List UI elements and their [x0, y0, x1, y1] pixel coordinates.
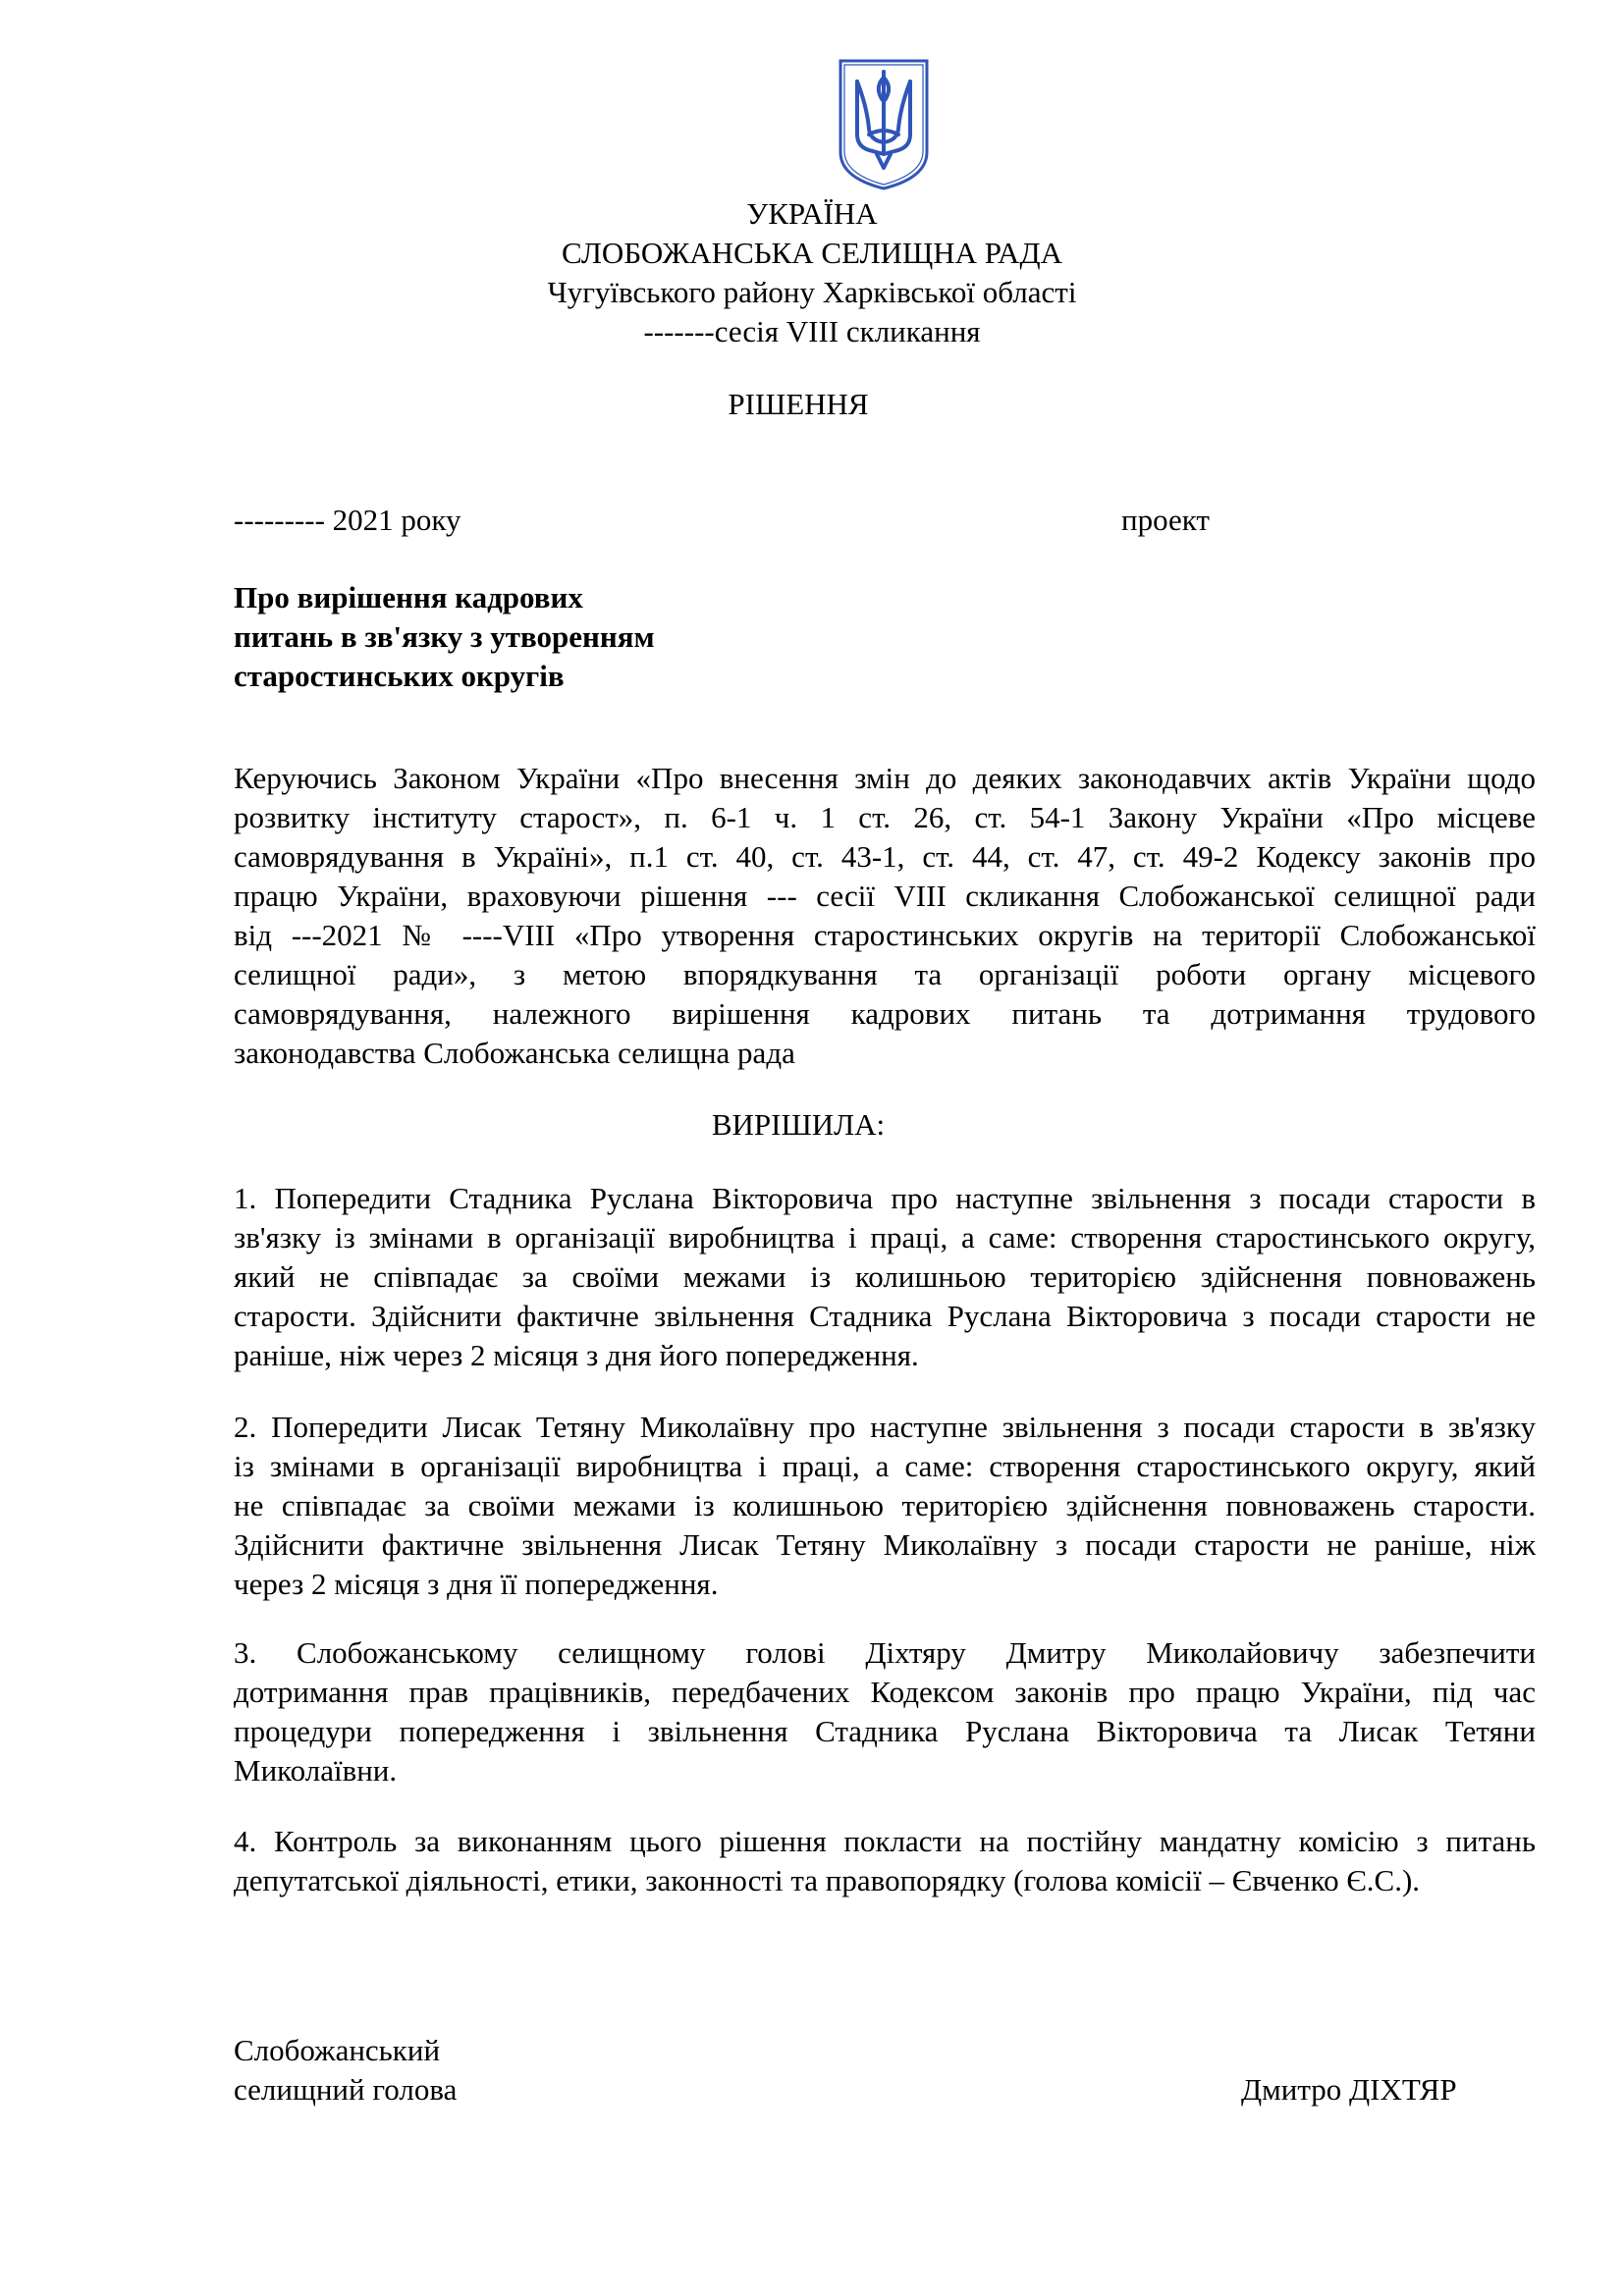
preamble-line: від ---2021 № ----VIII «Про утворення старостинських округів на території Слобожанської: [234, 918, 1536, 952]
preamble-line: законодавства Слобожанська селищна рада: [234, 1036, 795, 1070]
point-line: не співпадає за своїми межами із колишньою територією здійснення повноважень старости.: [234, 1488, 1536, 1522]
session-line: -------сесія VIII скликання: [643, 314, 981, 348]
signatory-title-line: селищний голова: [234, 2072, 458, 2107]
point-line: Миколаївни.: [234, 1753, 398, 1788]
decision-point-1: [234, 1179, 1536, 1375]
subject-heading: [234, 578, 655, 696]
country-name: УКРАЇНА: [746, 196, 878, 231]
coat-of-arms-icon: [838, 58, 930, 191]
document-date: --------- 2021 року: [234, 503, 461, 537]
point-line: який не співпадає за своїми межами із колишньою територією здійснення повноважень: [234, 1259, 1536, 1294]
preamble-line: Керуючись Законом України «Про внесення змін до деяких законодавчих актів України щодо: [234, 761, 1536, 795]
preamble-line: самоврядування в Україні», п.1 ст. 40, ст. 43-1, ст. 44, ст. 47, ст. 49-2 Кодексу законів про: [234, 839, 1536, 874]
point-line: через 2 місяця з дня її попередження.: [234, 1567, 719, 1601]
point-line: депутатської діяльності, етики, законності та правопорядку (голова комісії – Євченко Є.С.).: [234, 1863, 1421, 1897]
point-line: із змінами в організації виробництва і праці, а саме: створення старостинського округу, який: [234, 1449, 1536, 1483]
signatory-name: Дмитро ДІХТЯР: [1241, 2072, 1457, 2107]
point-line: 3. Слобожанському селищному голові Діхтяру Дмитру Миколайовичу забезпечити: [234, 1635, 1536, 1670]
preamble: [234, 759, 1536, 1073]
point-line: старости. Здійснити фактичне звільнення Стадника Руслана Вікторовича з посади старости не: [234, 1299, 1536, 1333]
decided-heading: ВИРІШИЛА:: [711, 1107, 886, 1142]
council-name: СЛОБОЖАНСЬКА СЕЛИЩНА РАДА: [562, 236, 1062, 270]
subject-line: старостинських округів: [234, 659, 565, 693]
decision-point-4: [234, 1822, 1536, 1900]
preamble-line: працю України, враховуючи рішення --- сесії VIII скликання Слобожанської селищної ради: [234, 879, 1536, 913]
document-type: РІШЕННЯ: [728, 387, 869, 421]
district-name: Чугуївського району Харківської області: [547, 275, 1077, 309]
point-line: 1. Попередити Стадника Руслана Вікторовича про наступне звільнення з посади старости в: [234, 1181, 1536, 1215]
point-line: 4. Контроль за виконанням цього рішення покласти на постійну мандатну комісію з питань: [234, 1824, 1536, 1858]
point-line: процедури попередження і звільнення Стадника Руслана Вікторовича та Лисак Тетяни: [234, 1714, 1536, 1748]
point-line: дотримання прав працівників, передбачених Кодексом законів про працю України, під час: [234, 1675, 1536, 1709]
decision-point-2: [234, 1408, 1536, 1604]
preamble-line: селищної ради», з метою впорядкування та організації роботи органу місцевого: [234, 957, 1536, 991]
point-line: Здійснити фактичне звільнення Лисак Тетяну Миколаївну з посади старости не раніше, ніж: [234, 1527, 1536, 1562]
preamble-line: розвитку інституту старост», п. 6-1 ч. 1 ст. 26, ст. 54-1 Закону України «Про місцеве: [234, 800, 1536, 834]
draft-status: проект: [1121, 503, 1210, 537]
subject-line: Про вирішення кадрових: [234, 580, 583, 614]
signatory-title-line: Слобожанський: [234, 2033, 441, 2067]
signatory-title: [234, 2031, 457, 2109]
point-line: зв'язку із змінами в організації виробництва і праці, а саме: створення старостинського округу,: [234, 1220, 1536, 1255]
subject-line: питань в зв'язку з утворенням: [234, 619, 655, 654]
point-line: 2. Попередити Лисак Тетяну Миколаївну про наступне звільнення з посади старости в зв'язку: [234, 1410, 1536, 1444]
point-line: раніше, ніж через 2 місяця з дня його попередження.: [234, 1338, 919, 1372]
decision-point-3: [234, 1633, 1536, 1790]
preamble-line: самоврядування, належного вирішення кадрових питань та дотримання трудового: [234, 996, 1536, 1031]
